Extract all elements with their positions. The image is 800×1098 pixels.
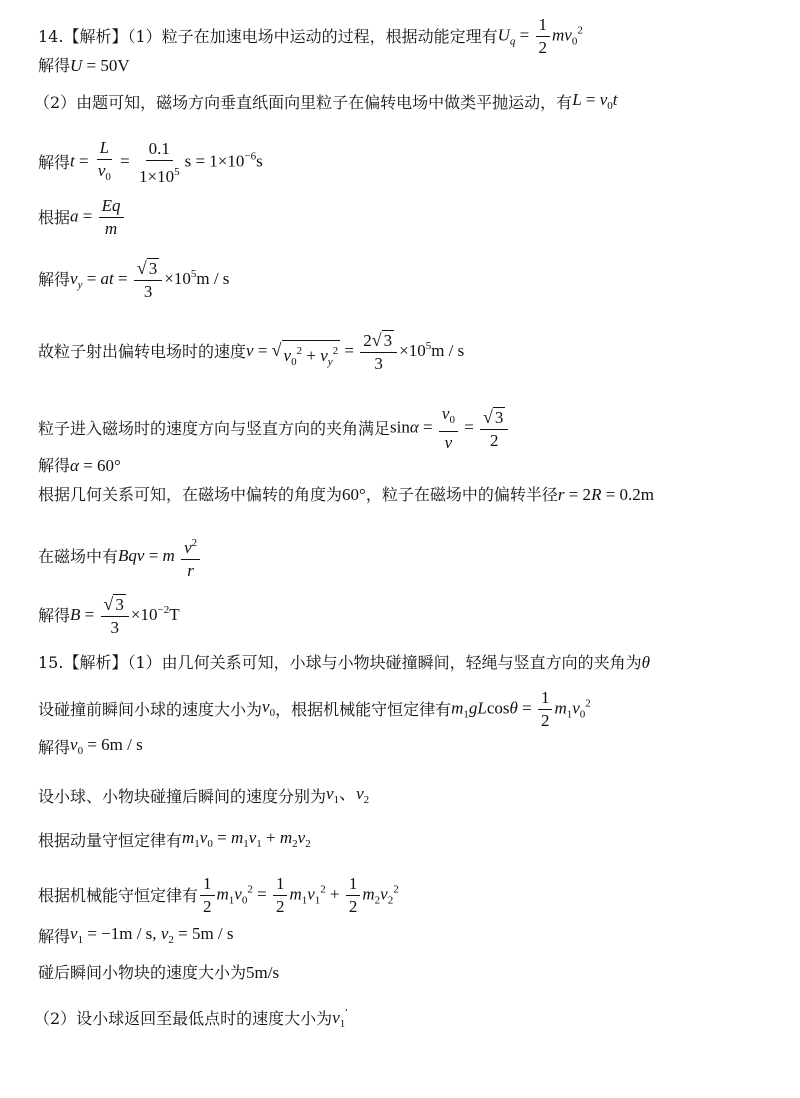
q14-eq-kinetic: $U_q$ = $\frac{1}{2}$ $mv_0^2$ bbox=[497, 15, 583, 57]
q14-u-result-line bbox=[38, 56, 130, 76]
q15-v0-symbol: $v_0$ bbox=[262, 696, 276, 719]
q14-v-label: 故粒子射出偏转电场时的速度 bbox=[38, 342, 247, 361]
q14-geometry-line bbox=[38, 485, 654, 505]
q15-part2-line bbox=[34, 1003, 348, 1034]
q15-post-speed-text: 设小球、小物块碰撞后瞬间的速度分别为 bbox=[38, 787, 327, 806]
q15-pre-speed-line bbox=[38, 688, 591, 731]
q15-v12-line bbox=[38, 924, 234, 950]
q15-pre-speed-text-2: ，根据机械能守恒定律有 bbox=[275, 699, 452, 719]
q15-momentum-line bbox=[38, 828, 311, 854]
q15-v1-prime: $v_1'$ bbox=[332, 1007, 348, 1030]
q14-angle-line bbox=[38, 404, 510, 453]
q15-header-line bbox=[38, 653, 650, 673]
q14-part2-intro: （2）由题可知，磁场方向垂直纸面向里粒子在偏转电场中做类平抛运动，有 bbox=[34, 93, 573, 112]
q15-energy2-eq: $\frac{1}{2}$ $m_1v_0^2$ = $\frac{1}{2}$ $m_1v_1^2$ + $\frac{1}{2}$ $m_2v_2^2$ bbox=[198, 874, 399, 917]
q15-v0-line bbox=[38, 735, 143, 761]
q14-t-result-line bbox=[38, 138, 263, 187]
q14-a-line bbox=[38, 196, 126, 239]
q14-angle-eq: sinα = $\frac{v_0}{v}$ = √ 3 2 bbox=[390, 404, 510, 453]
q14-geometry-text-2: ，粒子在磁场中的偏转半径 bbox=[365, 485, 558, 504]
q14-mag-eq: Bqv = m $\frac{v^2}{r}$ bbox=[118, 533, 202, 581]
q15-v0-result: $v_0 = 6m / s$ bbox=[70, 735, 143, 757]
q14-mag-line bbox=[38, 533, 202, 581]
q14-alpha-result: α = 60° bbox=[70, 456, 121, 475]
q15-v12-result: $v_1 = -1m / s$, $v_2 = 5m / s$ bbox=[70, 924, 234, 946]
q15-block-speed-text: 碰后瞬间小物块的速度大小为 bbox=[38, 963, 247, 982]
q15-block-speed: 5m/s bbox=[246, 963, 280, 982]
q15-energy-eq: $m_1gLcos\theta$ = $\frac{1}{2}$ $m_1v_0^2$ bbox=[451, 688, 591, 730]
solve-label: 解得 bbox=[38, 56, 71, 75]
q14-alpha-line bbox=[38, 456, 121, 476]
solve-label: 解得 bbox=[38, 270, 71, 289]
q14-a-label: 根据 bbox=[38, 207, 71, 227]
solve-label: 解得 bbox=[38, 738, 71, 757]
q14-header-line bbox=[38, 15, 583, 58]
q14-a-eq: a = $\frac{Eq}{m}$ bbox=[70, 196, 125, 239]
q14-angle-label: 粒子进入磁场时的速度方向与竖直方向的夹角满足 bbox=[38, 418, 391, 438]
solve-label: 解得 bbox=[38, 927, 71, 946]
q15-part2-text: （2）设小球返回至最低点时的速度大小为 bbox=[34, 1008, 333, 1028]
q14-mag-label: 在磁场中有 bbox=[38, 547, 119, 566]
solve-label: 解得 bbox=[38, 152, 71, 172]
q15-pre-speed-text: 设碰撞前瞬间小球的速度大小为 bbox=[38, 699, 263, 719]
q15-header: 15.【解析】（1）由几何关系可知，小球与小物块碰撞瞬间，轻绳与竖直方向的夹角为 bbox=[38, 653, 642, 672]
q14-b-line bbox=[38, 594, 180, 638]
q14-v-eq: v = √ $v_0^2 + v_y^2$ = 2 √ 3 3 $\times 10^5m / s$ bbox=[246, 330, 465, 373]
q15-energy2-label: 根据机械能守恒定律有 bbox=[38, 885, 199, 905]
solve-label: 解得 bbox=[38, 456, 71, 475]
q15-momentum-eq: $m_1v_0 = m_1v_1 + m_2v_2$ bbox=[182, 828, 311, 850]
q14-part2-line bbox=[34, 90, 618, 116]
q14-geometry-angle: 60° bbox=[342, 485, 366, 504]
q14-u-result: U = 50V bbox=[70, 56, 130, 75]
q15-post-speed-line bbox=[38, 784, 369, 810]
q14-vy-result: $v_y$ = at = √ 3 3 $\times 10^5m / s$ bbox=[70, 258, 230, 301]
q14-eq-L: $L = v_0t$ bbox=[572, 90, 618, 112]
q15-v1-v2-symbols: $v_1$、$v_2$ bbox=[326, 784, 370, 806]
q14-b-result: B = √ 3 3 $\times 10^{-2}T$ bbox=[70, 594, 180, 637]
q14-v-line bbox=[38, 330, 464, 374]
q15-theta: θ bbox=[641, 653, 650, 672]
q14-t-result: t = $\frac{L}{v_0}$ = $\frac{0.1}{1\times 10^5}$ $s = 1\times 10^{-6}s$ bbox=[70, 138, 263, 186]
q14-vy-line bbox=[38, 258, 229, 302]
q14-header: 14.【解析】（1）粒子在加速电场中运动的过程，根据动能定理有 bbox=[38, 26, 498, 46]
q15-momentum-label: 根据动量守恒定律有 bbox=[38, 831, 183, 850]
solve-label: 解得 bbox=[38, 606, 71, 625]
q15-energy2-line bbox=[38, 874, 399, 917]
q14-geometry-text-1: 根据几何关系可知，在磁场中偏转的角度为 bbox=[38, 485, 343, 504]
q14-radius-eq: r = 2R = 0.2m bbox=[557, 485, 655, 504]
q15-block-speed-line bbox=[38, 963, 279, 983]
